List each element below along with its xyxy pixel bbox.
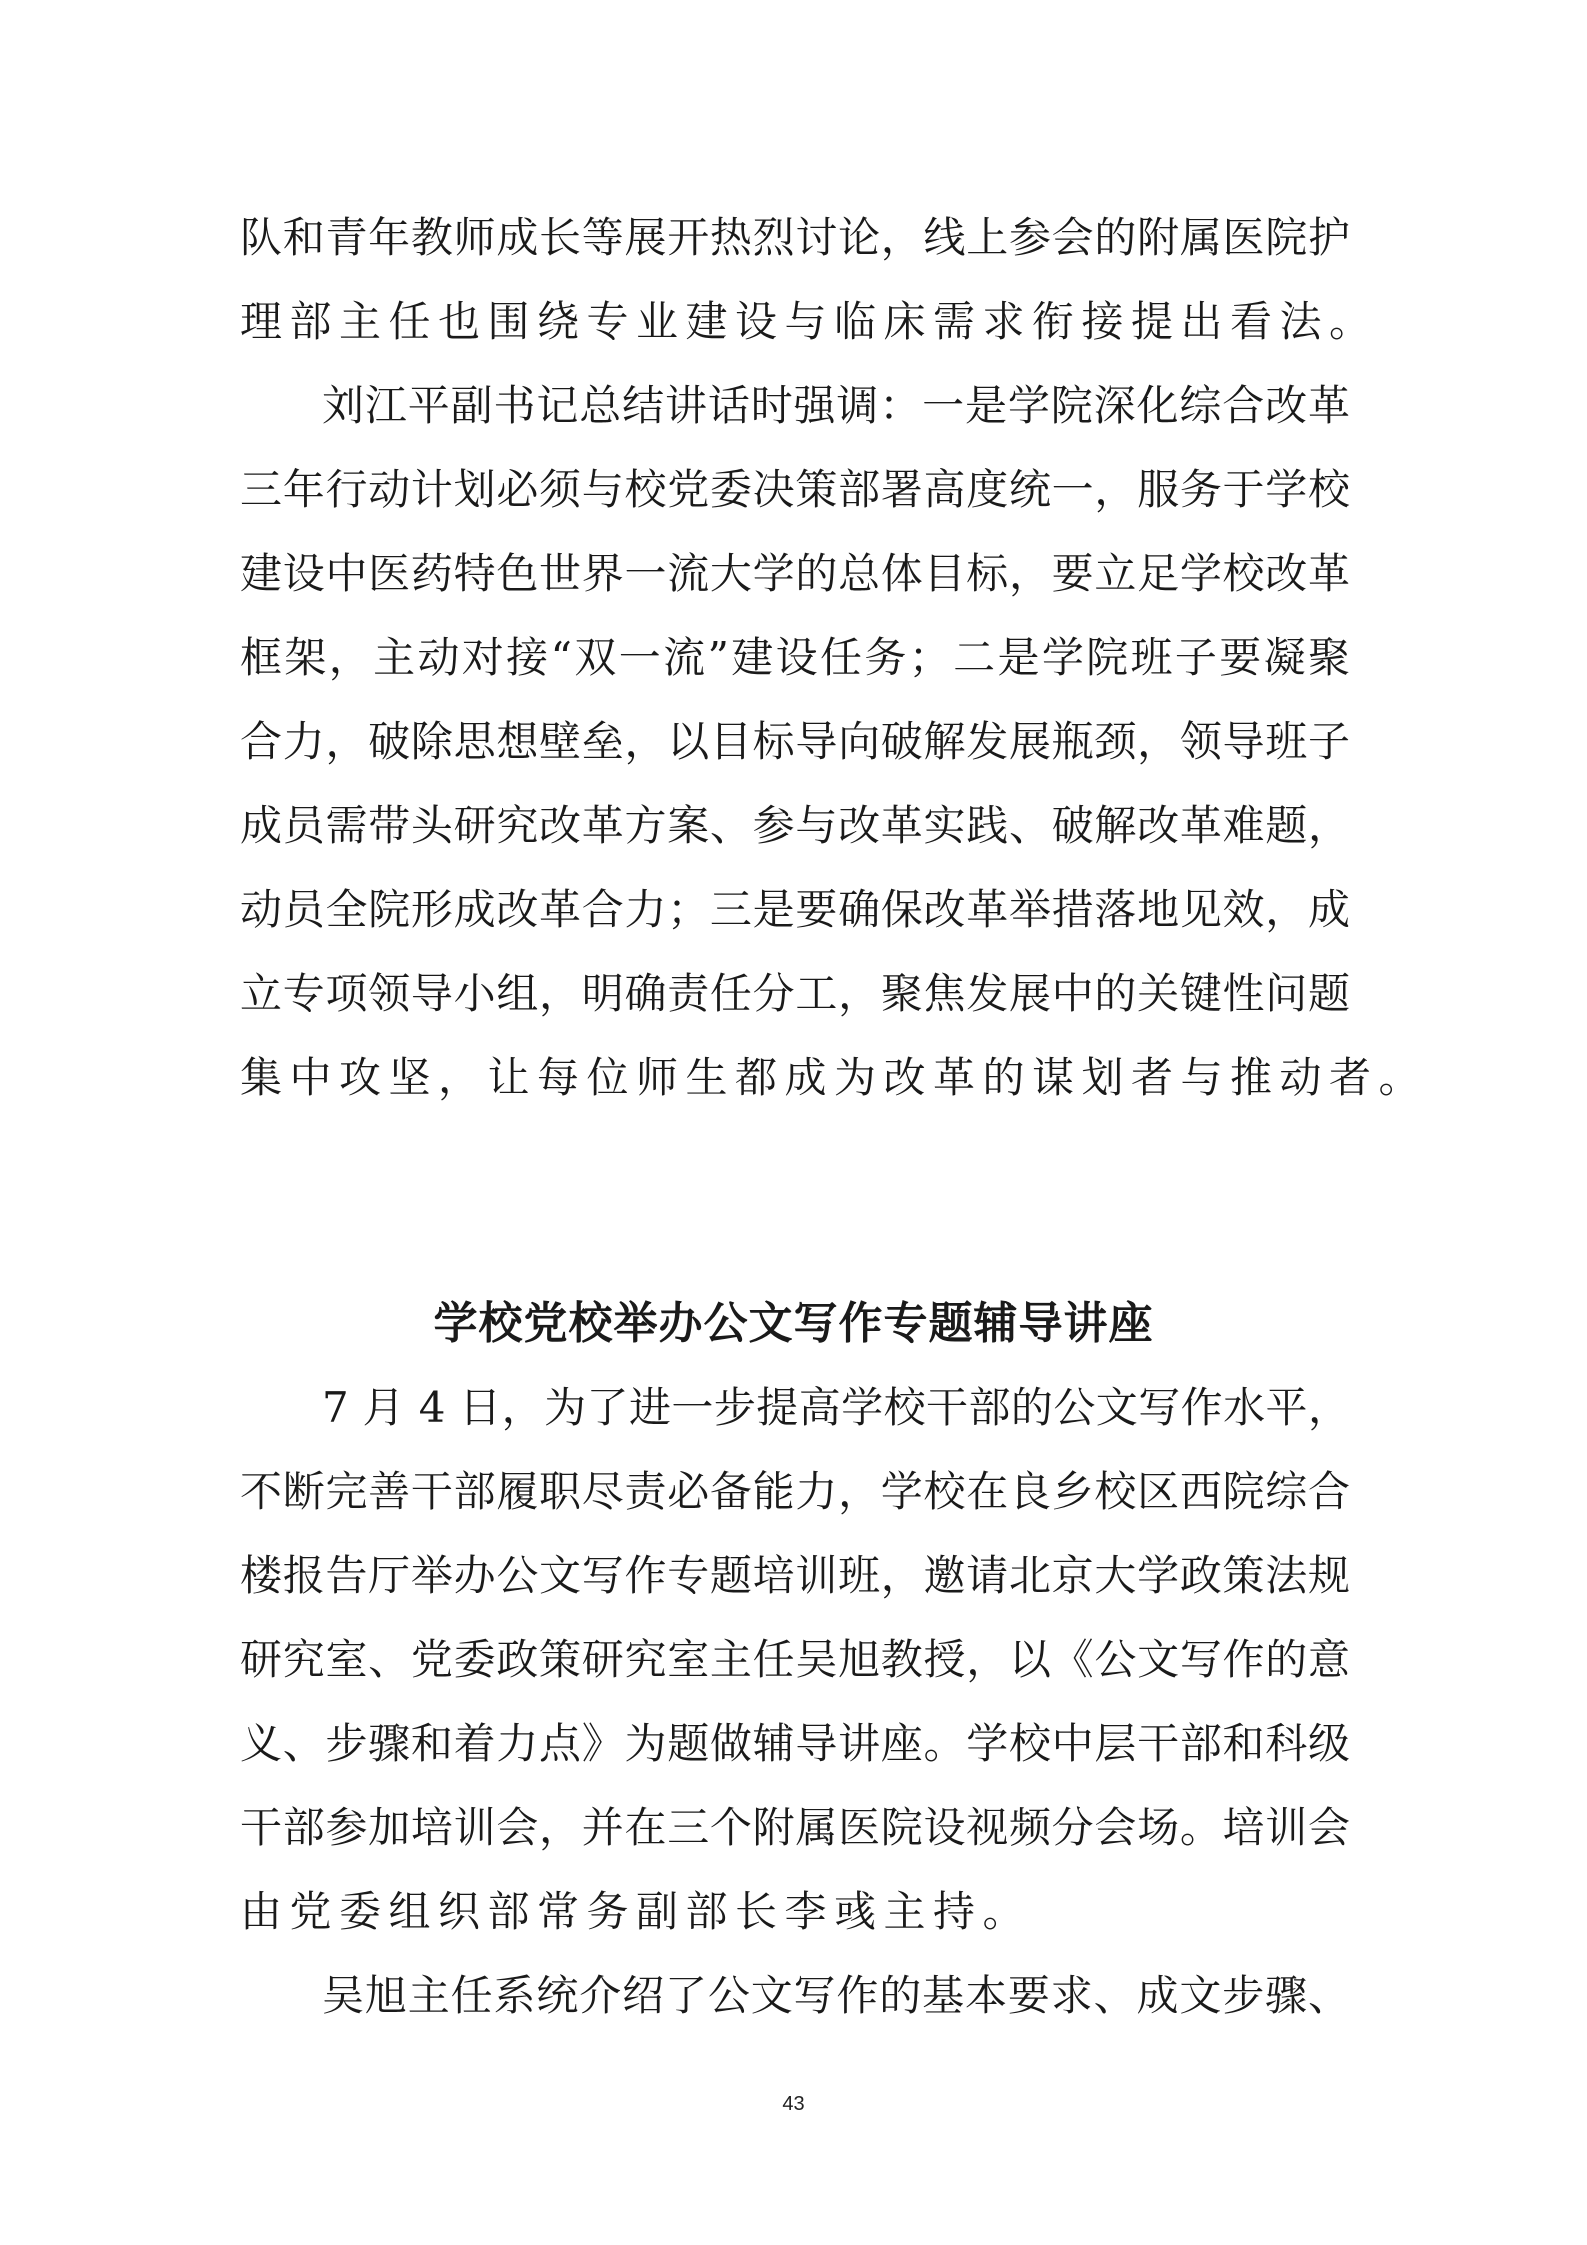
paragraph-line: 动员全院形成改革合力；三是要确保改革举措落地见效，成	[240, 885, 1350, 934]
page-number: 43	[782, 2093, 805, 2115]
paragraph-line: 理部主任也围绕专业建设与临床需求衔接提出看法。	[240, 297, 1379, 346]
paragraph-line: 由党委组织部常务副部长李彧主持。	[240, 1887, 1033, 1936]
paragraph-line: 刘江平副书记总结讲话时强调：一是学院深化综合改革	[322, 381, 1350, 430]
paragraph-line: 合力，破除思想壁垒，以目标导向破解发展瓶颈，领导班子	[240, 717, 1350, 766]
paragraph-line: 7 月 4 日，为了进一步提高学校干部的公文写作水平，	[322, 1383, 1350, 1432]
paragraph-line: 吴旭主任系统介绍了公文写作的基本要求、成文步骤、	[322, 1971, 1350, 2020]
paragraph-line: 义、步骤和着力点》为题做辅导讲座。学校中层干部和科级	[240, 1719, 1350, 1768]
paragraph-line: 立专项领导小组，明确责任分工，聚焦发展中的关键性问题	[240, 969, 1350, 1018]
paragraph-line: 建设中医药特色世界一流大学的总体目标，要立足学校改革	[240, 549, 1350, 598]
paragraph-line: 干部参加培训会，并在三个附属医院设视频分会场。培训会	[240, 1803, 1350, 1852]
paragraph-line: 集中攻坚，让每位师生都成为改革的谋划者与推动者。	[240, 1053, 1429, 1102]
paragraph-line: 队和青年教师成长等展开热烈讨论，线上参会的附属医院护	[240, 213, 1350, 262]
paragraph-line: 不断完善干部履职尽责必备能力，学校在良乡校区西院综合	[240, 1467, 1350, 1516]
paragraph-line: 框架，主动对接“双一流”建设任务；二是学院班子要凝聚	[240, 633, 1350, 682]
paragraph-line: 三年行动计划必须与校党委决策部署高度统一，服务于学校	[240, 465, 1350, 514]
paragraph-line: 成员需带头研究改革方案、参与改革实践、破解改革难题，	[240, 801, 1350, 850]
paragraph-line: 研究室、党委政策研究室主任吴旭教授，以《公文写作的意	[240, 1635, 1350, 1684]
paragraph-line: 楼报告厅举办公文写作专题培训班，邀请北京大学政策法规	[240, 1551, 1350, 1600]
article-title: 学校党校举办公文写作专题辅导讲座	[433, 1298, 1154, 1349]
